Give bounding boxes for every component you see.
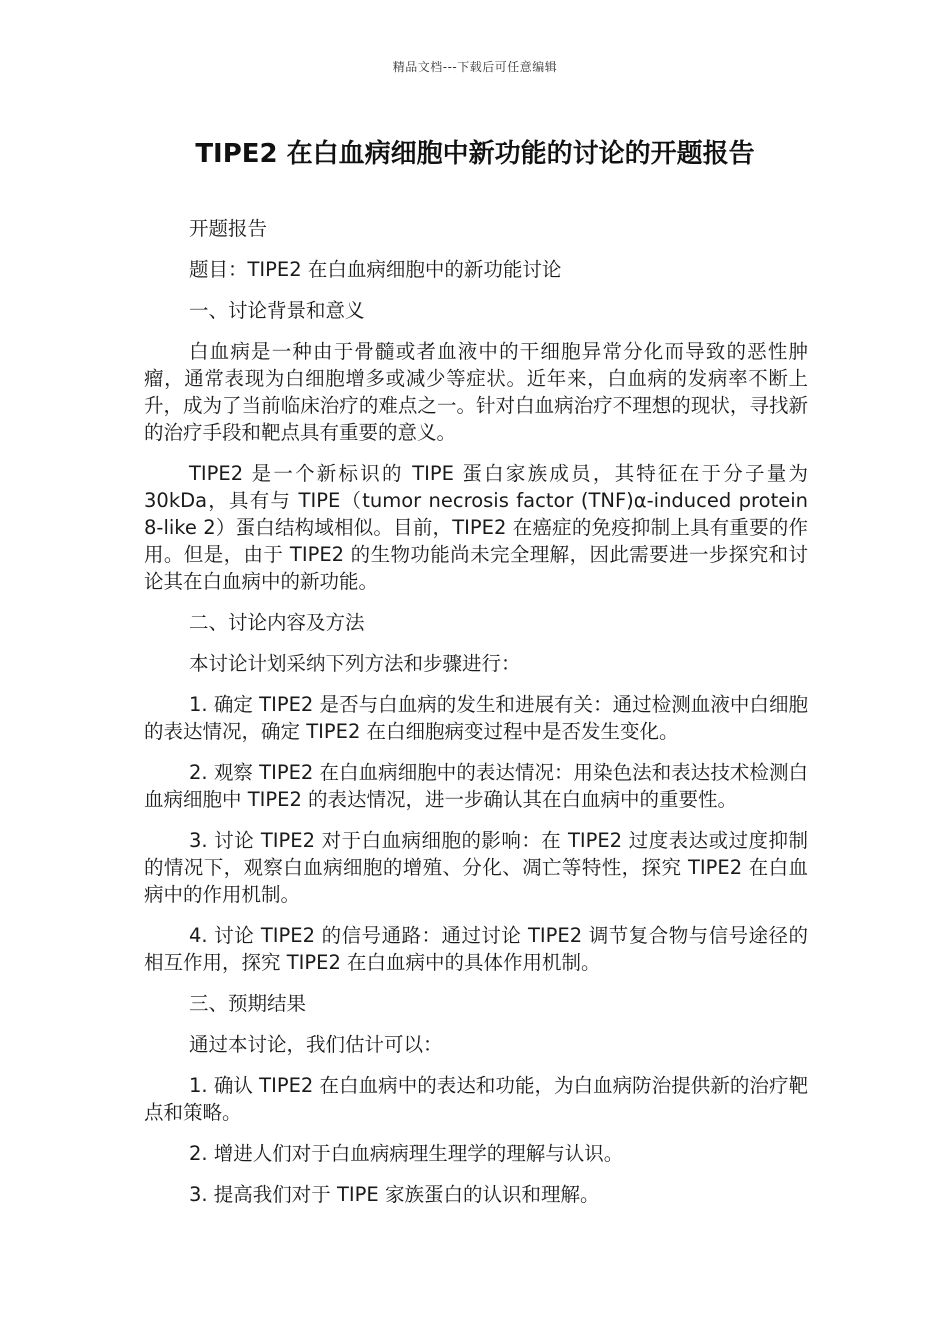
method-item-1: 1. 确定 TIPE2 是否与白血病的发生和进展有关：通过检测血液中白细胞的表达情况，确定 TIPE2 在白细胞病变过程中是否发生变化。: [144, 693, 808, 743]
document-title: TIPE2 在白血病细胞中新功能的讨论的开题报告: [195, 139, 755, 169]
method-item-3: 3. 讨论 TIPE2 对于白血病细胞的影响：在 TIPE2 过度表达或过度抑制的情况下，观察白血病细胞的增殖、分化、凋亡等特性，探究 TIPE2 在白血病中的作用机制。: [144, 829, 808, 906]
paragraph-tipe2-intro: TIPE2 是一个新标识的 TIPE 蛋白家族成员，其特征在于分子量为 30kDa，具有与 TIPE（tumor necrosis factor (TNF)α-induced protein 8-like 2）蛋白结构域相似。目前，TIPE2 在癌症的免疫抑制上具有重要的作用。但是，由于 TIPE2 的生物功能尚未完全理解，因此需要进一步探究和讨论其在白血病中的新功能。: [144, 462, 808, 593]
paragraph-topic: 题目：TIPE2 在白血病细胞中的新功能讨论: [189, 258, 562, 281]
paragraph-results-intro: 通过本讨论，我们估计可以：: [189, 1033, 443, 1056]
result-item-1: 1. 确认 TIPE2 在白血病中的表达和功能，为白血病防治提供新的治疗靶点和策略。: [144, 1074, 808, 1124]
section-heading-background: 一、讨论背景和意义: [189, 299, 365, 322]
result-item-2: 2. 增进人们对于白血病病理生理学的理解与认识。: [189, 1142, 624, 1165]
paragraph-background: 白血病是一种由于骨髓或者血液中的干细胞异常分化而导致的恶性肿瘤，通常表现为白细胞增多或减少等症状。近年来，白血病的发病率不断上升，成为了当前临床治疗的难点之一。针对白血病治疗不理想的现状，寻找新的治疗手段和靶点具有重要的意义。: [144, 340, 808, 444]
method-item-2: 2. 观察 TIPE2 在白血病细胞中的表达情况：用染色法和表达技术检测白血病细胞中 TIPE2 的表达情况，进一步确认其在白血病中的重要性。: [144, 761, 808, 811]
section-heading-results: 三、预期结果: [189, 992, 307, 1015]
method-item-4: 4. 讨论 TIPE2 的信号通路：通过讨论 TIPE2 调节复合物与信号途径的相互作用，探究 TIPE2 在白血病中的具体作用机制。: [144, 924, 808, 974]
paragraph-methods-intro: 本讨论计划采纳下列方法和步骤进行：: [189, 652, 521, 675]
section-heading-methods: 二、讨论内容及方法: [189, 611, 365, 634]
paragraph-report-label: 开题报告: [189, 217, 268, 240]
result-item-3: 3. 提高我们对于 TIPE 家族蛋白的认识和理解。: [189, 1183, 600, 1206]
document-body: [144, 215, 808, 1222]
header-note: 精品文档---下载后可任意编辑: [392, 60, 558, 74]
